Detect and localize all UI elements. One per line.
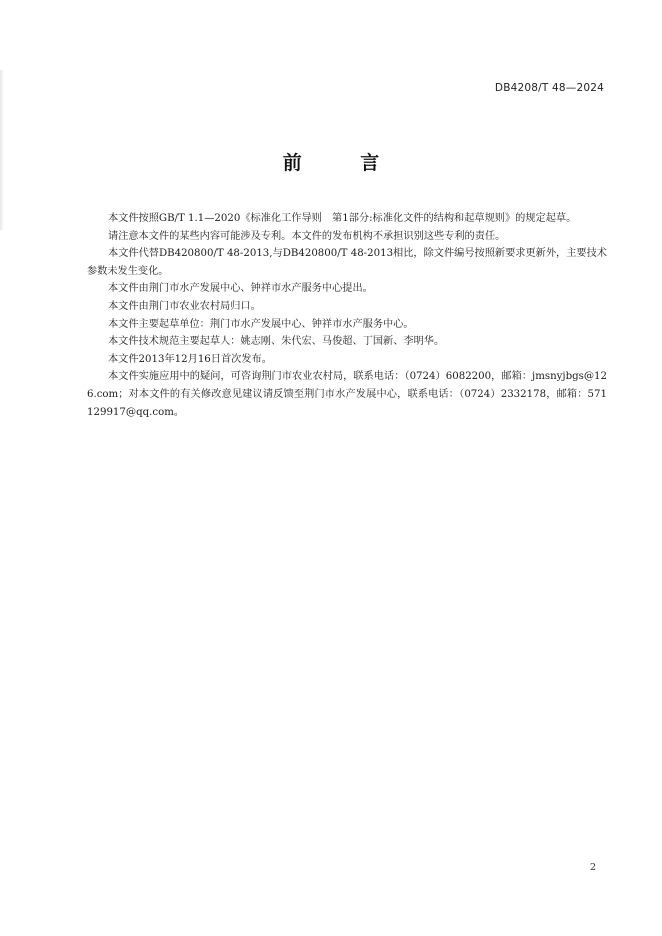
- page-title: 前 言: [282, 152, 406, 174]
- paragraph-first-release: 本文件2013年12月16日首次发布。: [108, 353, 272, 365]
- paragraph-patent-notice: 请注意本文件的某些内容可能涉及专利。本文件的发布机构不承担识别这些专利的责任。: [108, 230, 506, 242]
- paragraph-drafters: 本文件技术规范主要起草人：姚志刚、朱代宏、马俊超、丁国新、李明华。: [108, 336, 445, 348]
- paragraph-contact: 本文件实施应用中的疑问，可咨询荆门市农业农村局，联系电话：（0724）6082200，邮箱：jmsnyjbgs@126.com；对本文件的有关修改意见建议请反馈至荆门市水产发展中心，联系电话：（0724）2332178，邮箱：571129917@qq.com。: [87, 371, 607, 418]
- paragraph-drafting-rules: 本文件按照GB/T 1.1—2020《标准化工作导则 第1部分:标准化文件的结构和起草规则》的规定起草。: [108, 213, 577, 224]
- paragraph-administrator: 本文件由荆门市农业农村局归口。: [108, 300, 261, 312]
- foreword-body: [87, 210, 607, 421]
- paragraph-replacement: 本文件代替DB420800/T 48-2013,与DB420800/T 48-2013相比，除文件编号按照新要求更新外，主要技术参数未发生变化。: [87, 248, 607, 277]
- paragraph-proposer: 本文件由荆门市水产发展中心、钟祥市水产服务中心提出。: [108, 283, 373, 295]
- page-number: 2: [589, 862, 596, 873]
- document-code: DB4208/T 48—2024: [494, 82, 604, 94]
- paragraph-drafting-units: 本文件主要起草单位：荆门市水产发展中心、钟祥市水产服务中心。: [108, 318, 414, 330]
